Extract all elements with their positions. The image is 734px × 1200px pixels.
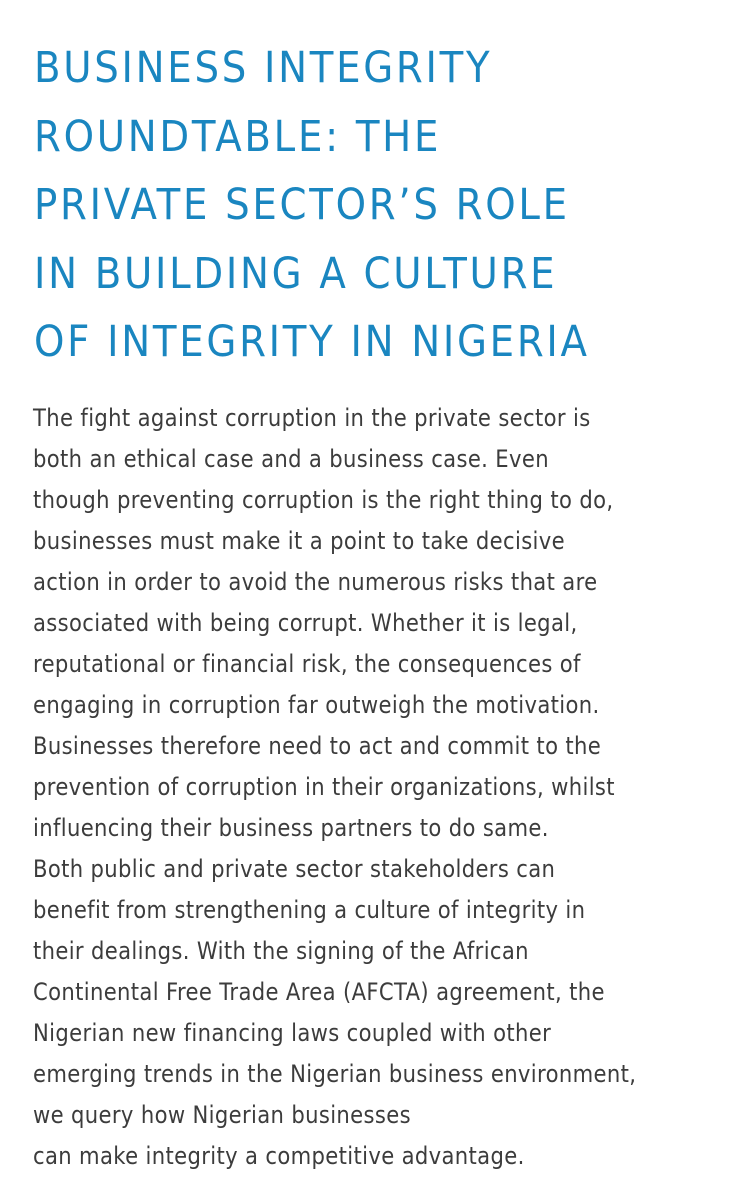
body-line: though preventing corruption is the right thing to do, <box>33 486 614 514</box>
body-line: businesses must make it a point to take decisive <box>33 527 565 555</box>
body-line: associated with being corrupt. Whether it is legal, <box>33 609 578 637</box>
body-line: action in order to avoid the numerous risks that are <box>33 568 598 596</box>
body-line: The fight against corruption in the private sector is <box>33 404 591 432</box>
body-line: their dealings. With the signing of the African <box>33 937 529 965</box>
body-line: Businesses therefore need to act and commit to the <box>33 732 602 760</box>
title-line: OF INTEGRITY IN NIGERIA <box>34 317 590 367</box>
body-line: benefit from strengthening a culture of integrity in <box>33 896 586 924</box>
body-paragraph <box>33 398 640 1177</box>
title-line: IN BUILDING A CULTURE <box>34 248 558 299</box>
body-line: Nigerian new financing laws coupled with other <box>33 1019 552 1047</box>
body-line: we query how Nigerian businesses <box>33 1101 411 1129</box>
body-line: can make integrity a competitive advantage. <box>33 1142 525 1170</box>
body-line: Both public and private sector stakeholders can <box>33 855 556 883</box>
body-line: influencing their business partners to do same. <box>33 814 549 842</box>
body-line: Continental Free Trade Area (AFCTA) agreement, the <box>33 978 605 1006</box>
body-line: emerging trends in the Nigerian business environment, <box>33 1060 637 1088</box>
body-line: both an ethical case and a business case. Even <box>33 445 549 473</box>
body-line: reputational or financial risk, the consequences of <box>33 650 581 678</box>
title-line: ROUNDTABLE: THE <box>34 111 442 162</box>
body-line: prevention of corruption in their organizations, whilst <box>33 773 615 801</box>
page-title <box>34 34 646 377</box>
title-line: BUSINESS INTEGRITY <box>34 43 493 93</box>
body-line: engaging in corruption far outweigh the motivation. <box>33 691 600 719</box>
title-line: PRIVATE SECTOR’S ROLE <box>34 180 570 230</box>
